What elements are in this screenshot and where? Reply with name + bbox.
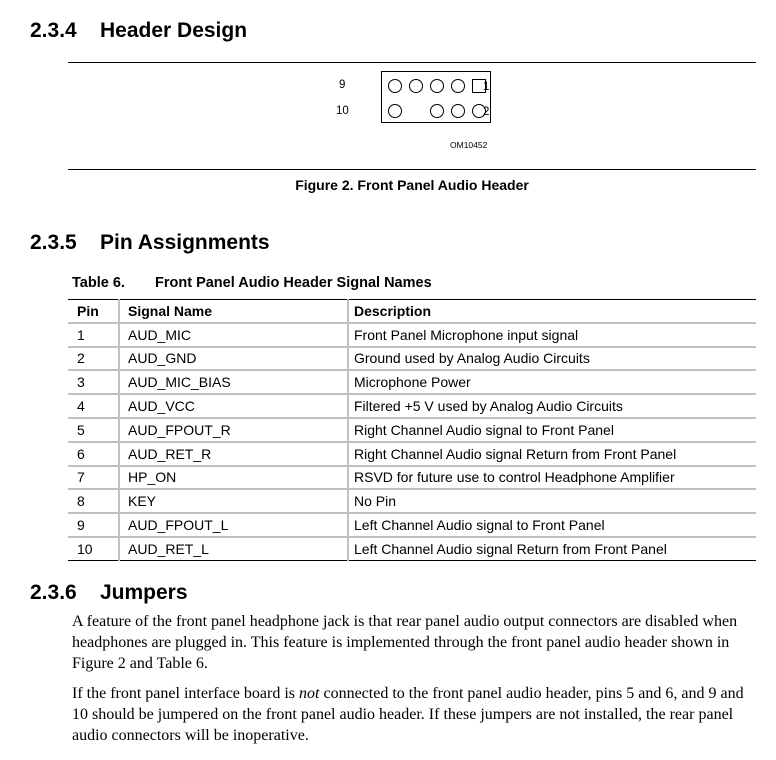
pin-round bbox=[388, 79, 402, 93]
cell-description: Right Channel Audio signal Return from Front Panel bbox=[348, 442, 756, 466]
cell-signal-name: HP_ON bbox=[119, 466, 348, 490]
section-heading-jumpers bbox=[30, 581, 188, 605]
table-row bbox=[68, 466, 756, 490]
cell-signal-name: AUD_VCC bbox=[119, 394, 348, 418]
table-header-row bbox=[68, 300, 756, 323]
table-row bbox=[68, 537, 756, 560]
cell-signal-name: AUD_MIC_BIAS bbox=[119, 370, 348, 394]
column-header-signal-name: Signal Name bbox=[119, 300, 348, 323]
connector-outline bbox=[381, 71, 491, 123]
header-pin-diagram bbox=[336, 70, 496, 160]
pin-round bbox=[430, 79, 444, 93]
signal-names-table bbox=[68, 299, 756, 561]
cell-description: Left Channel Audio signal Return from Front Panel bbox=[348, 537, 756, 560]
paragraph-text: connected to the front panel audio header, pins 5 and 6, and 9 and 10 should be jumpered on the front panel audio header. If these jumpers are not installed, the rear panel audio connectors will be inoperative. bbox=[72, 685, 744, 744]
section-number: 2.3.6 bbox=[30, 581, 77, 604]
section-heading-header-design bbox=[30, 19, 247, 43]
column-header-description: Description bbox=[348, 300, 756, 323]
pin-round bbox=[451, 79, 465, 93]
cell-signal-name: AUD_FPOUT_R bbox=[119, 418, 348, 442]
cell-description: Left Channel Audio signal to Front Panel bbox=[348, 513, 756, 537]
section-number: 2.3.4 bbox=[30, 19, 77, 42]
table-caption bbox=[72, 275, 432, 291]
section-title: Header Design bbox=[100, 19, 248, 42]
paragraph-text: If the front panel interface board is bbox=[72, 685, 300, 702]
pin-round bbox=[388, 104, 402, 118]
table-row bbox=[68, 489, 756, 513]
pin-label-9: 9 bbox=[339, 79, 346, 91]
cell-pin: 2 bbox=[68, 347, 119, 371]
pin-round bbox=[430, 104, 444, 118]
cell-signal-name: AUD_MIC bbox=[119, 323, 348, 347]
table-row bbox=[68, 442, 756, 466]
cell-description: Filtered +5 V used by Analog Audio Circuits bbox=[348, 394, 756, 418]
cell-description: Ground used by Analog Audio Circuits bbox=[348, 347, 756, 371]
cell-description: Front Panel Microphone input signal bbox=[348, 323, 756, 347]
cell-signal-name: KEY bbox=[119, 489, 348, 513]
cell-signal-name: AUD_RET_L bbox=[119, 537, 348, 560]
figure-top-rule bbox=[68, 62, 756, 63]
cell-pin: 5 bbox=[68, 418, 119, 442]
table-row bbox=[68, 394, 756, 418]
table-title: Front Panel Audio Header Signal Names bbox=[155, 275, 432, 291]
table-number: Table 6. bbox=[72, 275, 125, 291]
table-row bbox=[68, 347, 756, 371]
table-row bbox=[68, 370, 756, 394]
cell-signal-name: AUD_RET_R bbox=[119, 442, 348, 466]
emphasis-not: not bbox=[299, 685, 320, 702]
section-title: Pin Assignments bbox=[100, 231, 270, 254]
column-header-pin: Pin bbox=[68, 300, 119, 323]
section-title: Jumpers bbox=[100, 581, 188, 604]
cell-signal-name: AUD_GND bbox=[119, 347, 348, 371]
figure-caption: Figure 2. Front Panel Audio Header bbox=[295, 177, 529, 193]
jumpers-paragraph-1: A feature of the front panel headphone jack is that rear panel audio output connectors are disabled when headphones are plugged in. This feature is implemented through the front panel audio header shown in Figure 2 and Table 6. bbox=[72, 613, 738, 672]
cell-pin: 1 bbox=[68, 323, 119, 347]
section-heading-pin-assignments bbox=[30, 231, 270, 255]
cell-description: No Pin bbox=[348, 489, 756, 513]
cell-description: Microphone Power bbox=[348, 370, 756, 394]
cell-description: RSVD for future use to control Headphone Amplifier bbox=[348, 466, 756, 490]
pin-label-10: 10 bbox=[336, 105, 349, 117]
pin-round bbox=[451, 104, 465, 118]
pin-label-1: 1 bbox=[483, 81, 490, 93]
cell-pin: 7 bbox=[68, 466, 119, 490]
cell-signal-name: AUD_FPOUT_L bbox=[119, 513, 348, 537]
section-number: 2.3.5 bbox=[30, 231, 77, 254]
cell-pin: 10 bbox=[77, 540, 93, 557]
jumpers-paragraph-2 bbox=[72, 683, 762, 746]
cell-pin: 9 bbox=[68, 513, 119, 537]
drawing-id: OM10452 bbox=[450, 140, 488, 150]
figure-bottom-rule bbox=[68, 169, 756, 170]
table-row bbox=[68, 323, 756, 347]
table-row bbox=[68, 418, 756, 442]
pin-round bbox=[409, 79, 423, 93]
cell-pin: 3 bbox=[68, 370, 119, 394]
cell-description: Right Channel Audio signal to Front Panel bbox=[348, 418, 756, 442]
cell-pin: 4 bbox=[68, 394, 119, 418]
table-row bbox=[68, 513, 756, 537]
pin-label-2: 2 bbox=[483, 106, 490, 118]
cell-pin: 8 bbox=[68, 489, 119, 513]
cell-pin: 6 bbox=[68, 442, 119, 466]
